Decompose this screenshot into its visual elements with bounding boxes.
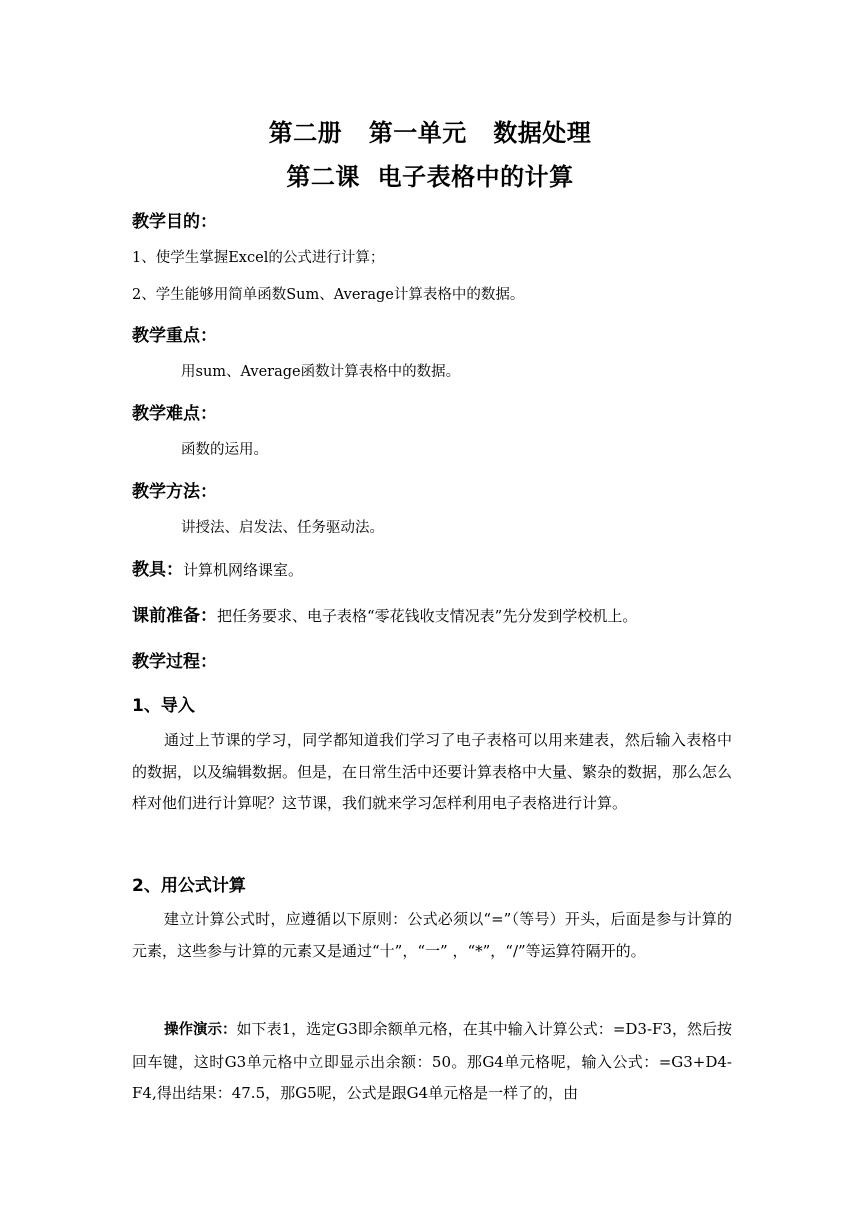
- section1-heading: 1、导入: [132, 696, 195, 716]
- document-title: 第二册 第一单元 数据处理: [268, 119, 592, 147]
- demo-label: 操作演示：: [164, 1022, 237, 1038]
- tools-heading: 教具：: [132, 560, 183, 580]
- demo-paragraph: [132, 1014, 732, 1110]
- key-points-heading: 教学重点：: [132, 326, 217, 346]
- section2-paragraph: 建立计算公式时，应遵循以下原则：公式必须以“=”（等号）开头，后面是参与计算的元素，这些参与计算的元素又是通过“十”，“一” ，“*”，“/”等运算符隔开的。: [132, 910, 732, 960]
- key-points-text: 用sum、Average函数计算表格中的数据。: [181, 364, 461, 380]
- difficulties-text: 函数的运用。: [181, 442, 268, 458]
- tools-line: [132, 555, 303, 580]
- section2-heading: 2、用公式计算: [132, 876, 246, 896]
- preparation-heading: 课前准备：: [132, 606, 217, 626]
- preparation-line: [132, 601, 637, 626]
- section1-paragraph: 通过上节课的学习，同学都知道我们学习了电子表格可以用来建表，然后输入表格中的数据，以及编辑数据。但是，在日常生活中还要计算表格中大量、繁杂的数据，那么怎么样对他们进行计算呢？这节课，我们就来学习怎样利用电子表格进行计算。: [132, 731, 733, 813]
- objectives-heading: 教学目的：: [132, 212, 217, 232]
- methods-heading: 教学方法：: [132, 482, 217, 502]
- objective-item-2: 2、学生能够用简单函数Sum、Average计算表格中的数据。: [132, 287, 525, 303]
- demo-text: 如下表1，选定G3即余额单元格，在其中输入计算公式：=D3-F3，然后按回车键，这时G3单元格中立即显示出余额：50。那G4单元格呢，输入公式：=G3+D4-F4,得出结果：47.5，那G5呢，公式是跟G4单元格是一样了的，由: [132, 1020, 733, 1103]
- methods-text: 讲授法、启发法、任务驱动法。: [181, 520, 384, 536]
- lesson-title: 第二课 电子表格中的计算: [286, 163, 574, 191]
- objective-item-1: 1、使学生掌握Excel的公式进行计算；: [132, 250, 385, 266]
- difficulties-heading: 教学难点：: [132, 404, 217, 424]
- tools-text: 计算机网络课室。: [183, 561, 304, 579]
- process-heading: 教学过程：: [132, 652, 217, 672]
- preparation-text: 把任务要求、电子表格“零花钱收支情况表”先分发到学校机上。: [217, 607, 638, 625]
